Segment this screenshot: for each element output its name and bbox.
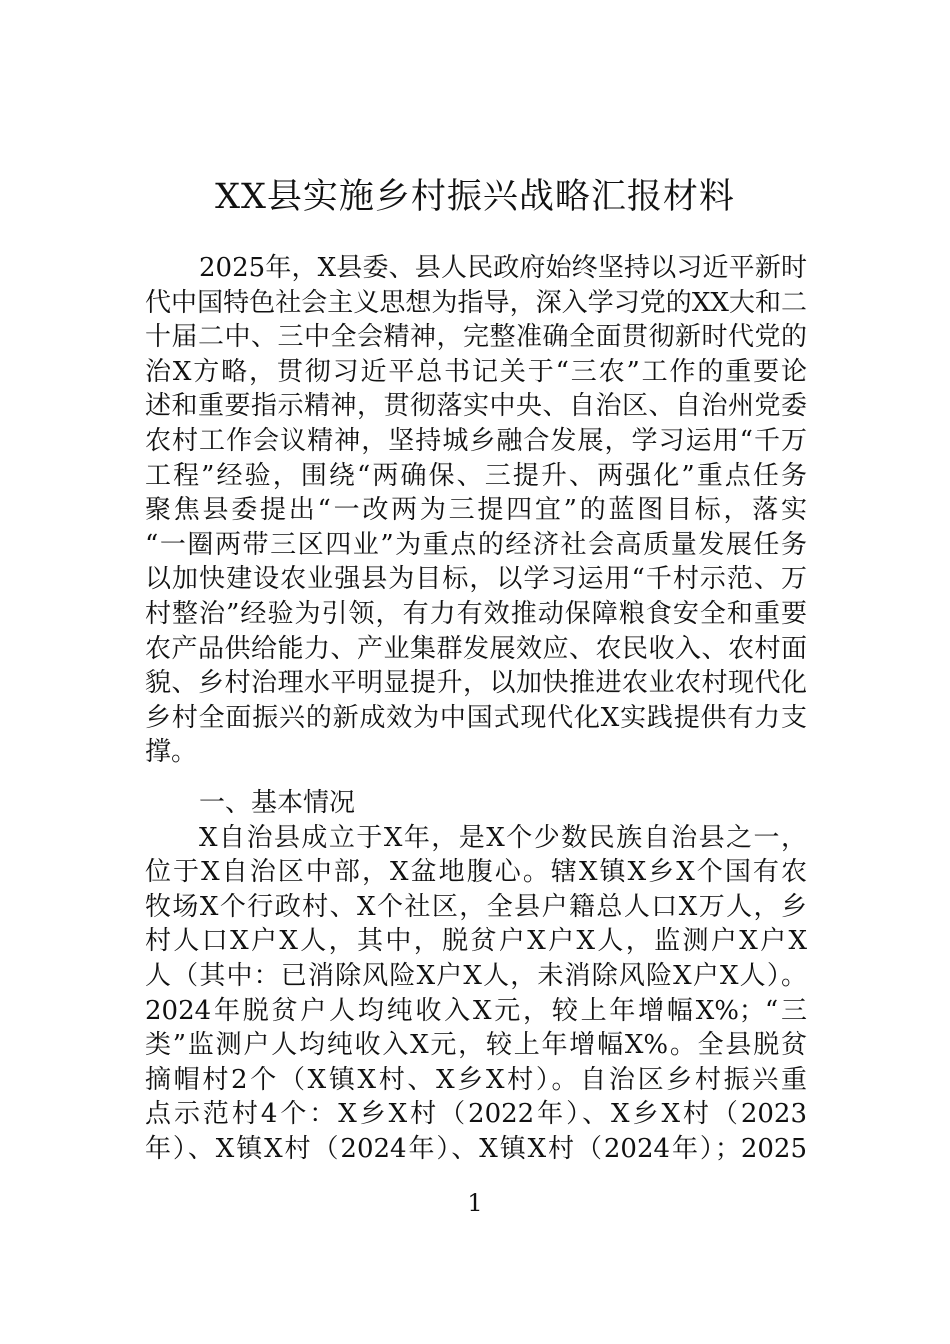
document-title: XX县实施乡村振兴战略汇报材料 xyxy=(215,177,735,217)
text-line: “一圈两带三区四业”为重点的经济社会高质量发展任务 xyxy=(145,529,807,560)
text-line: 述和重要指示精神，贯彻落实中央、自治区、自治州党委 xyxy=(145,391,807,422)
text-line: 2024年脱贫户人均纯收入X元，较上年增幅X%；“三 xyxy=(145,995,807,1026)
text-line: 代中国特色社会主义思想为指导，深入学习党的XX大和二 xyxy=(145,287,807,318)
basic-situation-section xyxy=(145,786,807,1167)
text-line: 点示范村4个：X乡X村（2022年）、X乡X村（2023 xyxy=(145,1099,807,1130)
text-line: 以加快建设农业强县为目标，以学习运用“千村示范、万 xyxy=(145,564,807,595)
page-number: 1 xyxy=(467,1189,483,1217)
text-line: 牧场X个行政村、X个社区，全县户籍总人口X万人，乡 xyxy=(145,891,807,922)
section-heading: 一、基本情况 xyxy=(199,788,356,818)
text-line: 村人口X户X人，其中，脱贫户X户X人，监测户X户X xyxy=(145,926,807,957)
text-line: 工程”经验，围绕“两确保、三提升、两强化”重点任务 xyxy=(145,460,807,491)
text-line: 摘帽村2个（X镇X村、X乡X村）。自治区乡村振兴重 xyxy=(145,1064,807,1095)
text-line: 十届二中、三中全会精神，完整准确全面贯彻新时代党的 xyxy=(145,322,807,353)
text-line: X自治县成立于X年，是X个少数民族自治县之一， xyxy=(199,822,807,853)
text-line: 聚焦县委提出“一改两为三提四宜”的蓝图目标，落实 xyxy=(145,495,807,526)
text-line: 类”监测户人均纯收入X元，较上年增幅X%。全县脱贫 xyxy=(145,1030,807,1061)
text-line: 撑。 xyxy=(145,737,198,768)
text-line: 农产品供给能力、产业集群发展效应、农民收入、农村面 xyxy=(145,633,807,664)
text-line: 农村工作会议精神，坚持城乡融合发展，学习运用“千万 xyxy=(145,425,807,456)
text-line: 位于X自治区中部，X盆地腹心。辖X镇X乡X个国有农 xyxy=(145,857,807,888)
text-line: 治X方略，贯彻习近平总书记关于“三农”工作的重要论 xyxy=(145,356,807,387)
text-line: 年）、X镇X村（2024年）、X镇X村（2024年）；2025 xyxy=(145,1133,807,1164)
text-line: 2025年，X县委、县人民政府始终坚持以习近平新时 xyxy=(199,253,807,283)
text-line: 村整治”经验为引领，有力有效推动保障粮食安全和重要 xyxy=(145,598,807,629)
text-line: 人（其中：已消除风险X户X人，未消除风险X户X人）。 xyxy=(145,960,807,991)
intro-paragraph xyxy=(145,251,807,770)
text-line: 乡村全面振兴的新成效为中国式现代化X实践提供有力支 xyxy=(145,702,807,733)
text-line: 貌、乡村治理水平明显提升，以加快推进农业农村现代化 xyxy=(145,668,807,699)
